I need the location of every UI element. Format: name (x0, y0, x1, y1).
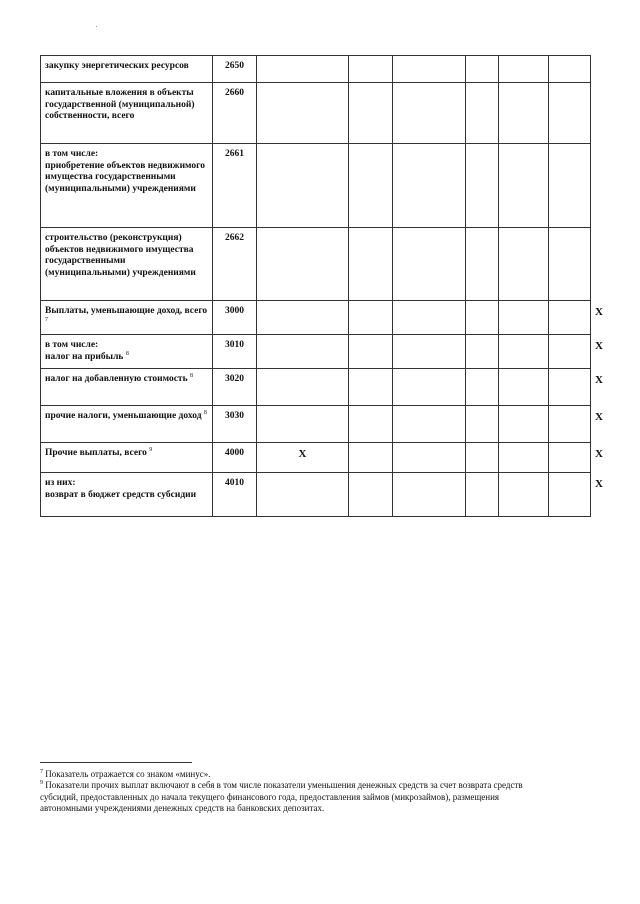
empty-cell (393, 56, 466, 83)
empty-cell (549, 144, 591, 228)
empty-cell (257, 473, 349, 517)
table-row (41, 144, 591, 228)
table-row (41, 56, 591, 83)
empty-cell (549, 473, 591, 517)
footnotes (40, 769, 545, 815)
empty-cell (393, 83, 466, 144)
empty-cell (257, 369, 349, 406)
table-row: налог на добавленную стоимость $^8$ 3020 X (41, 369, 591, 406)
empty-cell (257, 406, 349, 443)
row-code: 2660 (213, 83, 257, 144)
empty-cell (499, 443, 549, 473)
empty-cell (393, 228, 466, 301)
empty-cell (549, 369, 591, 406)
row-code: 3020 (213, 369, 257, 406)
row-code: 3000 (213, 301, 257, 335)
row-code: 2650 (213, 56, 257, 83)
empty-cell (499, 144, 549, 228)
empty-cell (499, 228, 549, 301)
row-code: 3010 (213, 335, 257, 369)
table-row: в том числе: налог на прибыль $^8$ 3010 X (41, 335, 591, 369)
row-label: Выплаты, уменьшающие доход, всего $^7$ (41, 301, 213, 335)
table-row: прочие налоги, уменьшающие доход $^8$ 3030 X (41, 406, 591, 443)
scan-speck (96, 26, 97, 27)
table-row: из них: возврат в бюджет средств субсидии 4010 X (41, 473, 591, 517)
empty-cell (499, 83, 549, 144)
empty-cell (257, 56, 349, 83)
empty-cell (349, 443, 393, 473)
empty-cell (499, 369, 549, 406)
row-code: 2662 (213, 228, 257, 301)
x-mark-cell: X (257, 443, 349, 473)
empty-cell (466, 369, 499, 406)
table-body (41, 56, 603, 517)
empty-cell (393, 335, 466, 369)
empty-cell (466, 83, 499, 144)
empty-cell (393, 473, 466, 517)
empty-cell (549, 83, 591, 144)
empty-cell (393, 301, 466, 335)
empty-cell (393, 443, 466, 473)
row-label: в том числе: приобретение объектов недвижимого имущества государственными (муниципальными) учреждениями (41, 144, 213, 228)
empty-cell (257, 228, 349, 301)
empty-cell (257, 335, 349, 369)
empty-cell (393, 144, 466, 228)
empty-cell (349, 144, 393, 228)
expenses-table (40, 55, 603, 517)
row-label: в том числе: налог на прибыль $^8$ (41, 335, 213, 369)
empty-cell (349, 56, 393, 83)
row-label: капитальные вложения в объекты государственной (муниципальной) собственности, всего (41, 83, 213, 144)
empty-cell (549, 301, 591, 335)
empty-cell (466, 406, 499, 443)
empty-cell (349, 301, 393, 335)
empty-cell (393, 369, 466, 406)
row-label: Прочие выплаты, всего $^9$ (41, 443, 213, 473)
empty-cell (499, 473, 549, 517)
row-label: закупку энергетических ресурсов (41, 56, 213, 83)
empty-cell (466, 473, 499, 517)
footnote-9: $^9$ Показатели прочих выплат включают в себя в том числе показатели уменьшения денежных средств за счет возврата средств субсидий, предоставленных до начала текущего финансового года, предоставления займов (микрозаймов), размещения автономными учреждениями денежных средств на банковских депозитах. (40, 780, 523, 814)
empty-cell (257, 301, 349, 335)
empty-cell (466, 56, 499, 83)
table-row (41, 228, 591, 301)
row-label: прочие налоги, уменьшающие доход $^8$ (41, 406, 213, 443)
empty-cell (393, 406, 466, 443)
empty-cell (349, 228, 393, 301)
footnote-7: $^7$ Показатель отражается со знаком «минус». (40, 769, 211, 779)
empty-cell (466, 335, 499, 369)
empty-cell (257, 83, 349, 144)
empty-cell (349, 473, 393, 517)
empty-cell (349, 83, 393, 144)
table-row: Выплаты, уменьшающие доход, всего $^7$ 3000 X (41, 301, 591, 335)
empty-cell (499, 301, 549, 335)
empty-cell (349, 406, 393, 443)
row-label: из них: возврат в бюджет средств субсидии (41, 473, 213, 517)
row-label: налог на добавленную стоимость $^8$ (41, 369, 213, 406)
footnote-separator (40, 762, 192, 763)
empty-cell (466, 144, 499, 228)
empty-cell (549, 443, 591, 473)
empty-cell (549, 406, 591, 443)
row-label: строительство (реконструкция) объектов недвижимого имущества государственными (муниципальными) учреждениями (41, 228, 213, 301)
empty-cell (499, 335, 549, 369)
table-row (41, 83, 591, 144)
row-code: 3030 (213, 406, 257, 443)
table-row: Прочие выплаты, всего $^9$ 4000 X X (41, 443, 591, 473)
empty-cell (549, 228, 591, 301)
empty-cell (549, 56, 591, 83)
empty-cell (499, 56, 549, 83)
empty-cell (349, 335, 393, 369)
row-code: 4010 (213, 473, 257, 517)
empty-cell (257, 144, 349, 228)
empty-cell (499, 406, 549, 443)
empty-cell (466, 301, 499, 335)
empty-cell (466, 443, 499, 473)
empty-cell (549, 335, 591, 369)
empty-cell (349, 369, 393, 406)
row-code: 2661 (213, 144, 257, 228)
row-code: 4000 (213, 443, 257, 473)
empty-cell (466, 228, 499, 301)
